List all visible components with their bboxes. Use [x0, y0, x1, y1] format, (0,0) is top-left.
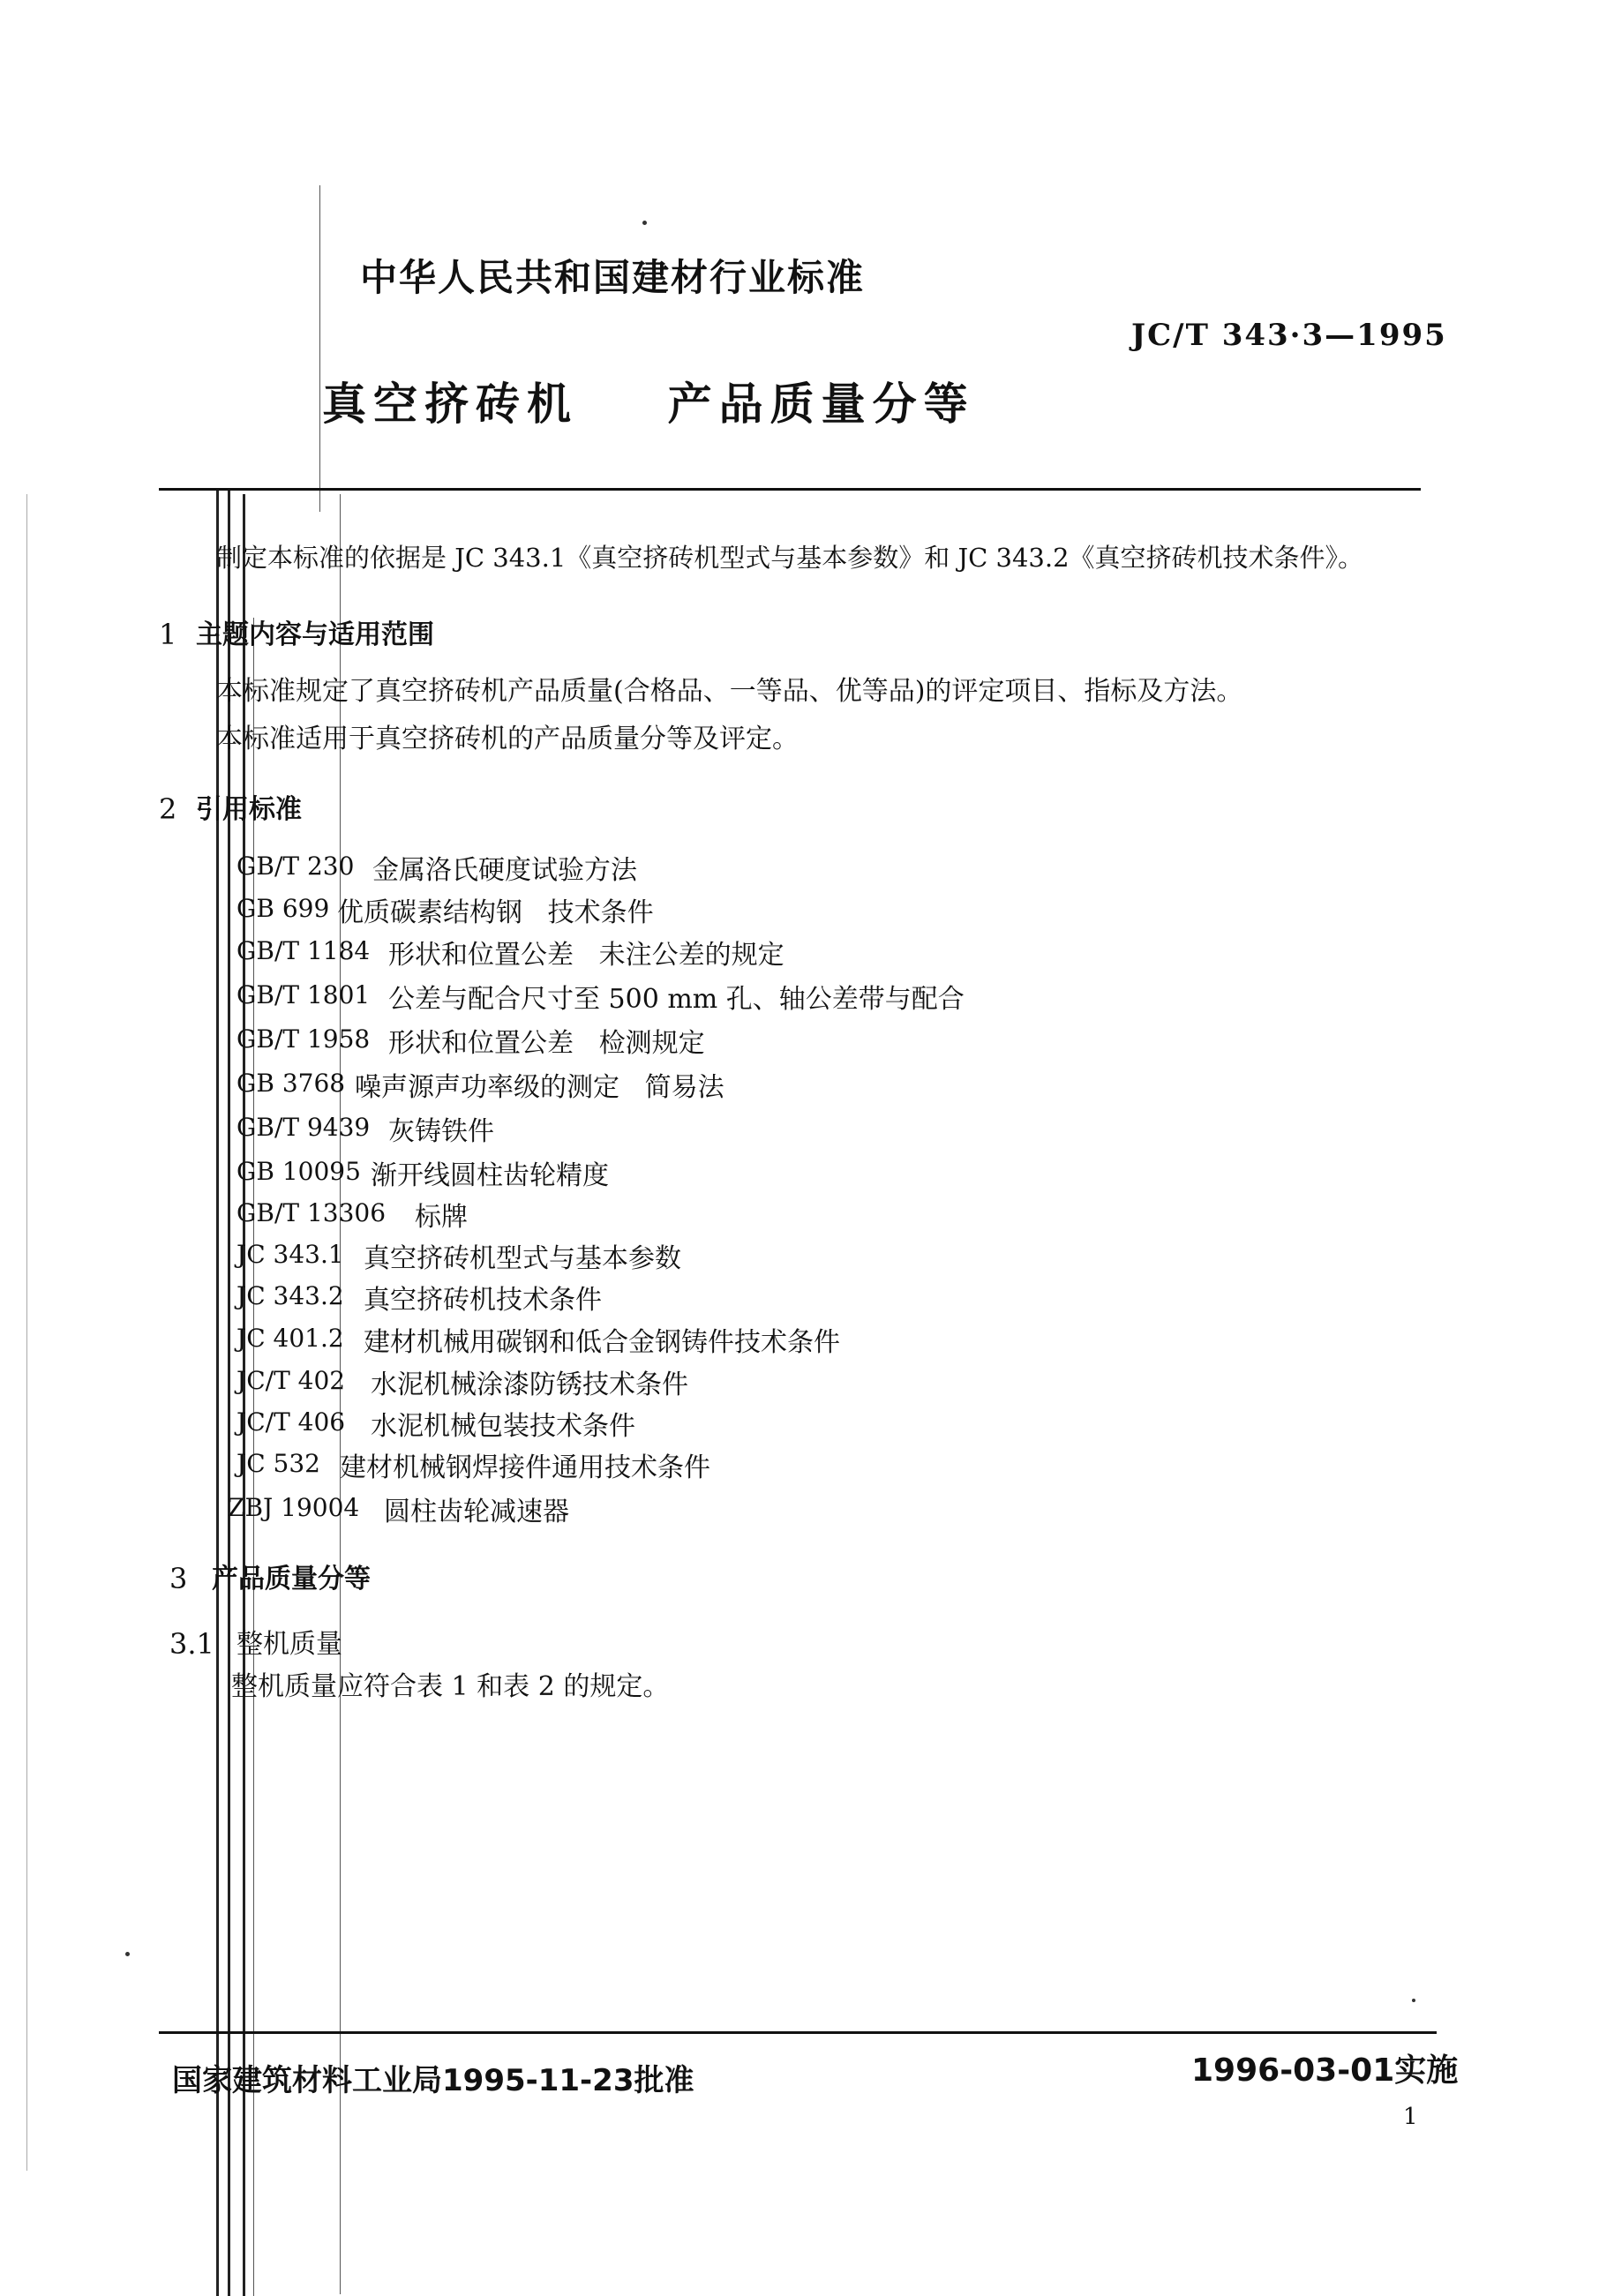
- reference-title: 标牌: [415, 1202, 468, 1233]
- reference-code: GB 699: [236, 894, 330, 923]
- section-title: 引用标准: [196, 794, 302, 825]
- subsection-title: 整机质量: [236, 1629, 342, 1660]
- section-number: 3: [169, 1562, 188, 1595]
- reference-title: 圆柱齿轮减速器: [384, 1497, 569, 1527]
- footer-rule: [159, 2031, 1437, 2034]
- reference-title: 形状和位置公差 检测规定: [388, 1028, 705, 1059]
- scan-speck: [1412, 1999, 1415, 2002]
- scan-speck: [125, 1952, 130, 1956]
- reference-title: 建材机械钢焊接件通用技术条件: [340, 1452, 710, 1483]
- reference-title: 建材机械用碳钢和低合金钢铸件技术条件: [364, 1327, 840, 1358]
- reference-code: JC/T 406: [236, 1407, 346, 1437]
- reference-code: JC 532: [236, 1449, 320, 1478]
- section-number: 1: [159, 618, 177, 651]
- section-number: 2: [159, 792, 177, 826]
- effective-date: 1996-03-01实施: [1191, 2052, 1459, 2089]
- binding-line: [26, 494, 27, 2171]
- paragraph: 本标准规定了真空挤砖机产品质量(合格品、一等品、优等品)的评定项目、指标及方法。: [216, 676, 1243, 707]
- reference-title: 渐开线圆柱齿轮精度: [371, 1160, 609, 1191]
- section-title: 主题内容与适用范围: [196, 619, 434, 650]
- binding-line: [243, 494, 245, 2296]
- reference-code: GB/T 1184: [236, 936, 371, 965]
- paragraph: 本标准适用于真空挤砖机的产品质量分等及评定。: [216, 724, 799, 754]
- approval-statement: 国家建筑材料工业局1995-11-23批准: [172, 2063, 694, 2098]
- reference-code: JC 401.2: [236, 1324, 344, 1353]
- reference-title: 真空挤砖机技术条件: [364, 1285, 602, 1316]
- reference-title: 真空挤砖机型式与基本参数: [364, 1243, 681, 1274]
- reference-title: 形状和位置公差 未注公差的规定: [388, 940, 784, 971]
- reference-code: JC 343.1: [236, 1240, 344, 1269]
- reference-code: GB 10095: [236, 1157, 361, 1186]
- reference-title: 水泥机械包装技术条件: [371, 1411, 635, 1442]
- reference-title: 公差与配合尺寸至 500 mm 孔、轴公差带与配合: [388, 984, 965, 1015]
- reference-code: JC/T 402: [236, 1366, 346, 1395]
- subsection-number: 3.1: [169, 1627, 214, 1661]
- header-rule: [159, 488, 1421, 491]
- reference-code: JC 343.2: [236, 1281, 344, 1310]
- standard-code: JC/T 343·3—1995: [1131, 318, 1447, 353]
- binding-line: [228, 490, 230, 2296]
- reference-title: 水泥机械涂漆防锈技术条件: [371, 1369, 688, 1400]
- page-number: 1: [1403, 2104, 1418, 2130]
- reference-code: ZBJ 19004: [228, 1493, 360, 1522]
- binding-line: [319, 185, 320, 512]
- reference-code: GB 3768: [236, 1069, 346, 1098]
- section-title: 产品质量分等: [212, 1564, 371, 1594]
- reference-code: GB/T 1958: [236, 1024, 371, 1054]
- reference-title: 噪声源声功率级的测定 简易法: [355, 1072, 724, 1103]
- reference-code: GB/T 230: [236, 852, 355, 881]
- reference-title: 灰铸铁件: [388, 1116, 494, 1147]
- scan-speck: [642, 221, 647, 225]
- binding-line: [216, 490, 219, 2296]
- document-title: 真空挤砖机 产品质量分等: [322, 379, 975, 430]
- reference-code: GB/T 9439: [236, 1113, 371, 1142]
- reference-title: 金属洛氏硬度试验方法: [372, 855, 637, 886]
- reference-code: GB/T 1801: [236, 980, 371, 1009]
- issuing-organization: 中华人民共和国建材行业标准: [360, 256, 866, 299]
- reference-code: GB/T 13306: [236, 1198, 387, 1227]
- reference-title: 优质碳素结构钢 技术条件: [337, 897, 654, 928]
- paragraph: 整机质量应符合表 1 和表 2 的规定。: [231, 1671, 670, 1702]
- intro-paragraph: 制定本标准的依据是 JC 343.1《真空挤砖机型式与基本参数》和 JC 343.2《真空挤砖机技术条件》。: [216, 543, 1364, 573]
